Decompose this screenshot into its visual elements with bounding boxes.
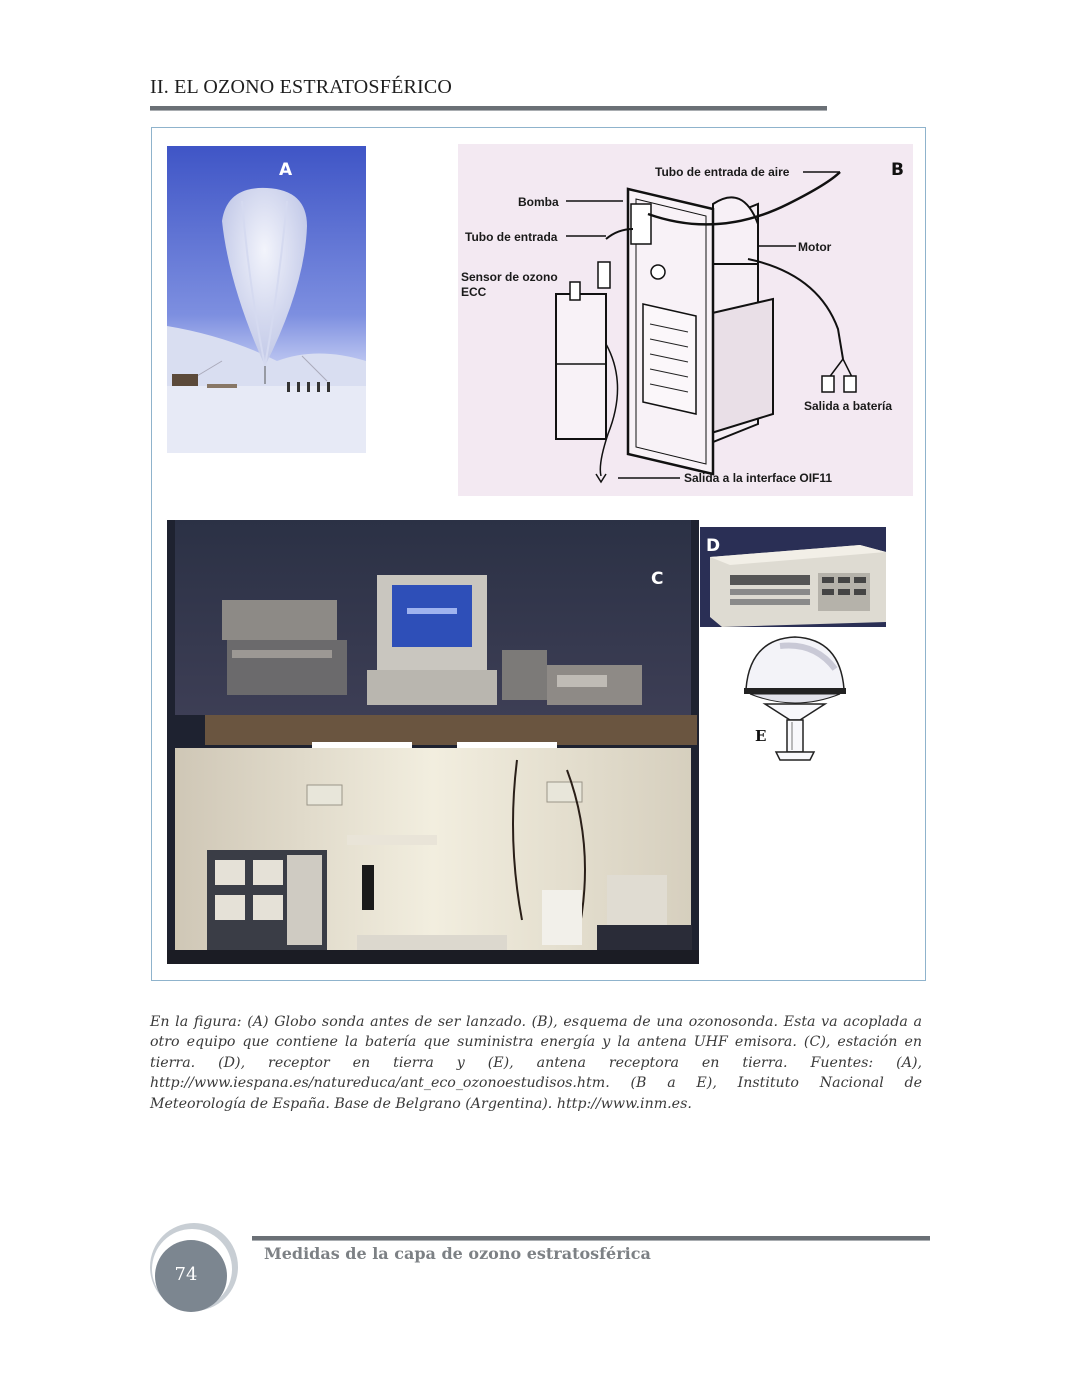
balloon-photo: [167, 146, 366, 453]
running-footer-title: Medidas de la capa de ozono estratosférica: [264, 1244, 651, 1263]
label-inlet-tube: Tubo de entrada: [465, 230, 558, 244]
label-interface-output: Salida a la interface OIF11: [684, 471, 833, 485]
chapter-title: II. EL OZONO ESTRATOSFÉRICO: [150, 76, 453, 98]
panel-label-b: B: [891, 160, 904, 180]
label-motor: Motor: [798, 240, 832, 254]
panel-label-d: D: [706, 536, 721, 556]
label-battery-output: Salida a batería: [804, 399, 893, 413]
footer-rule: [252, 1236, 930, 1241]
ground-station-photo: [167, 520, 699, 964]
panel-label-a: A: [279, 160, 293, 180]
page-number: 74: [174, 1264, 198, 1285]
label-pump: Bomba: [518, 195, 559, 209]
label-ozone-sensor: Sensor de ozono: [461, 270, 558, 284]
label-ozone-sensor-ecc: ECC: [461, 285, 487, 299]
panel-label-e: E: [755, 727, 767, 745]
ground-receiver-photo: [700, 527, 886, 634]
label-air-inlet-tube: Tubo de entrada de aire: [655, 165, 790, 179]
figure-caption: En la figura: (A) Globo sonda antes de ser lanzado. (B), esquema de una ozonosonda. Esta va acoplada a otro equipo que contiene la batería que suministra energía y la antena UHF emisora. (C), estación en tierra. (D), receptor en tierra y (E), antena receptora en tierra. Fuentes: (A), http://www.iespana.es/natureduca/ant_eco_ozonoestudisos.htm. (B a E), Instituto Nacional de Meteorología de España. Base de Belgrano (Argentina). http://www.inm.es.: [150, 1014, 922, 1112]
header-rule: [150, 106, 827, 111]
panel-label-c: C: [651, 569, 664, 589]
